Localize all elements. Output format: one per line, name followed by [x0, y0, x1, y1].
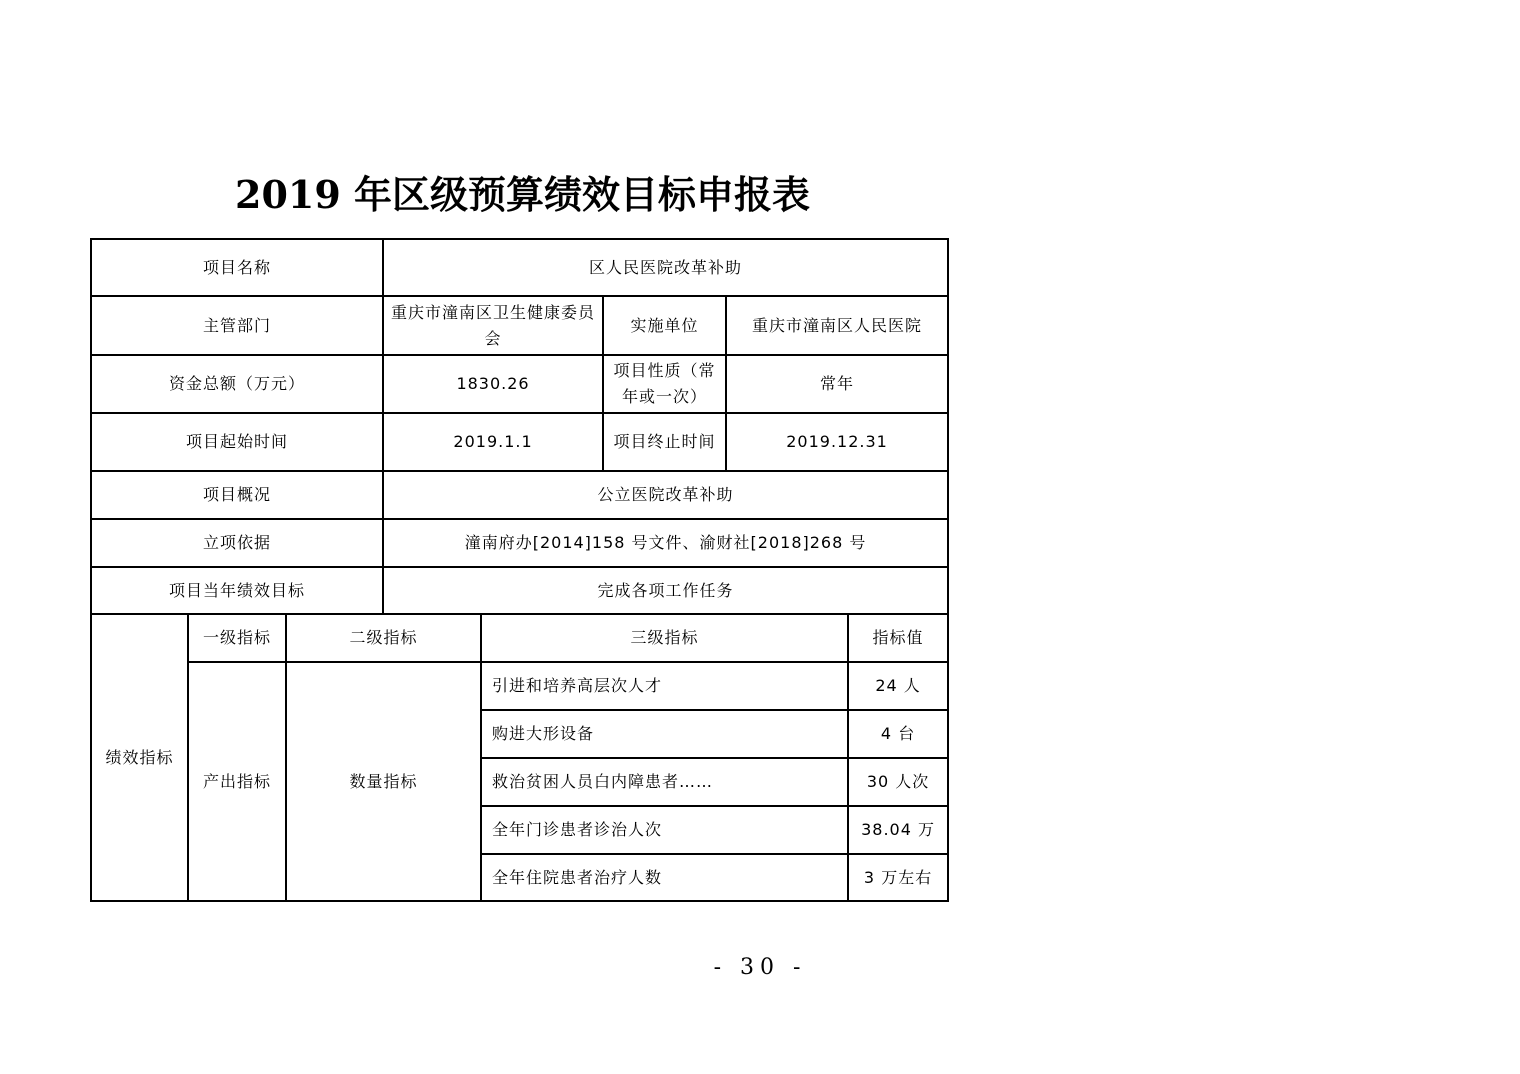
indicator-name: 全年住院患者治疗人数	[481, 854, 848, 901]
header-level1: 一级指标	[188, 614, 286, 662]
end-time-value: 2019.12.31	[726, 413, 948, 471]
indicator-value: 30 人次	[848, 758, 948, 806]
table-row	[91, 239, 948, 296]
table-row	[91, 567, 948, 614]
header-level3: 三级指标	[481, 614, 848, 662]
header-value: 指标值	[848, 614, 948, 662]
project-nature-label: 项目性质（常年或一次）	[603, 355, 726, 413]
level2-quantity: 数量指标	[286, 662, 481, 901]
page-title: 2019 年区级预算绩效目标申报表	[235, 172, 810, 217]
start-time-value: 2019.1.1	[383, 413, 603, 471]
table-row	[91, 355, 948, 413]
project-name-label: 项目名称	[91, 239, 383, 296]
overview-label: 项目概况	[91, 471, 383, 519]
project-name-value: 区人民医院改革补助	[383, 239, 948, 296]
table-row	[91, 519, 948, 567]
level1-output: 产出指标	[188, 662, 286, 901]
indicator-value: 24 人	[848, 662, 948, 710]
department-label: 主管部门	[91, 296, 383, 355]
page-number: - 30 -	[713, 955, 807, 980]
table-row	[91, 413, 948, 471]
performance-label: 绩效指标	[91, 614, 188, 901]
goal-label: 项目当年绩效目标	[91, 567, 383, 614]
project-nature-value: 常年	[726, 355, 948, 413]
table-row	[91, 471, 948, 519]
header-level2: 二级指标	[286, 614, 481, 662]
basis-label: 立项依据	[91, 519, 383, 567]
end-time-label: 项目终止时间	[603, 413, 726, 471]
department-value: 重庆市潼南区卫生健康委员会	[383, 296, 603, 355]
indicator-value: 4 台	[848, 710, 948, 758]
budget-performance-table	[90, 238, 949, 902]
indicator-name: 全年门诊患者诊治人次	[481, 806, 848, 854]
indicator-name: 购进大形设备	[481, 710, 848, 758]
start-time-label: 项目起始时间	[91, 413, 383, 471]
indicator-value: 3 万左右	[848, 854, 948, 901]
table-row	[91, 614, 948, 662]
table-row	[91, 296, 948, 355]
funds-value: 1830.26	[383, 355, 603, 413]
funds-label: 资金总额（万元）	[91, 355, 383, 413]
implementer-value: 重庆市潼南区人民医院	[726, 296, 948, 355]
goal-value: 完成各项工作任务	[383, 567, 948, 614]
overview-value: 公立医院改革补助	[383, 471, 948, 519]
indicator-value: 38.04 万	[848, 806, 948, 854]
indicator-name: 引进和培养高层次人才	[481, 662, 848, 710]
basis-value: 潼南府办[2014]158 号文件、渝财社[2018]268 号	[383, 519, 948, 567]
indicator-name: 救治贫困人员白内障患者……	[481, 758, 848, 806]
implementer-label: 实施单位	[603, 296, 726, 355]
table-row	[91, 662, 948, 710]
